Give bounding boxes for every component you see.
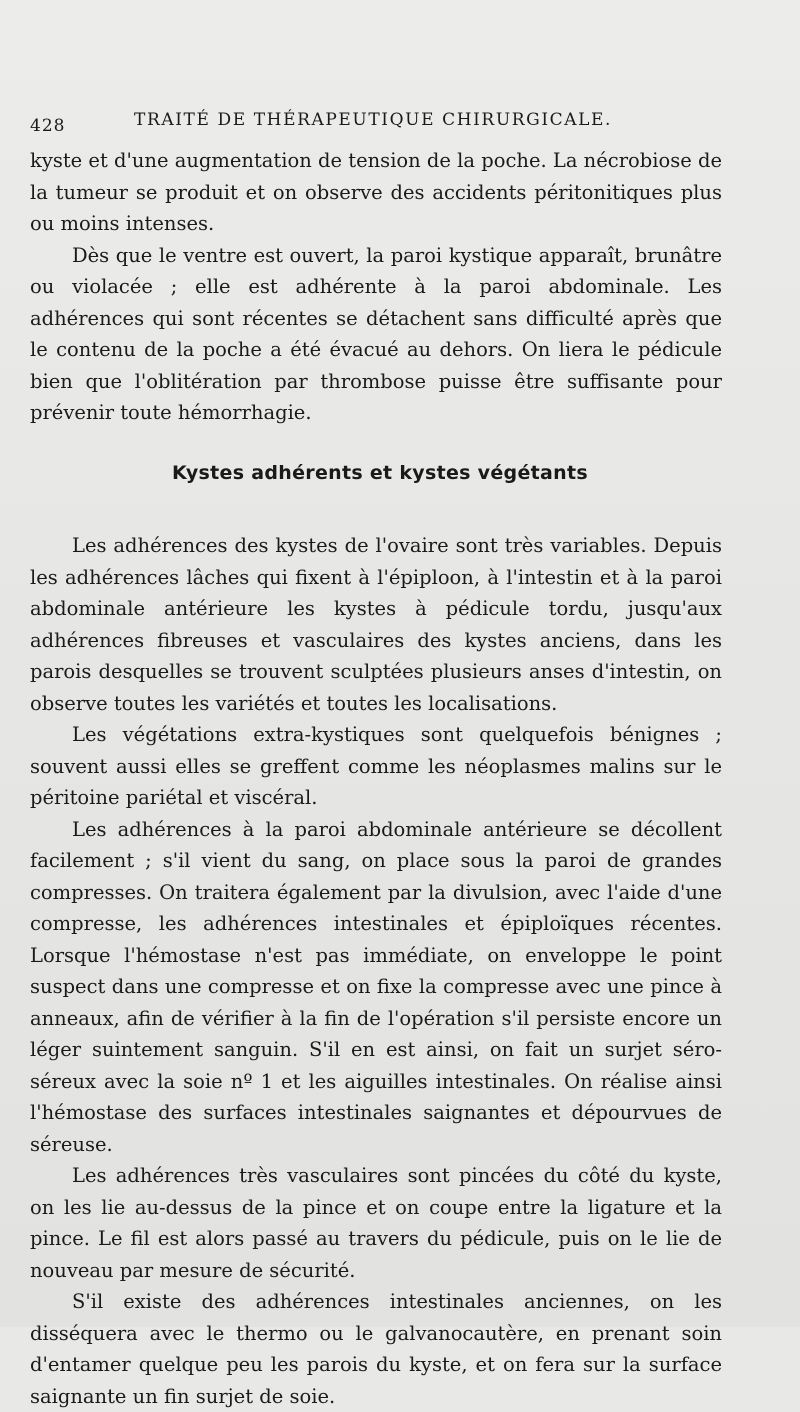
section-paragraph-5: S'il existe des adhérences intestinales anciennes, on les disséquera avec le thermo ou le galvanocautère, en prenant soin d'entamer quelque peu les parois du kyste, et on fera sur la surface saignante un fin surjet de soie. <box>30 1290 722 1408</box>
section-paragraph-1: Les adhérences des kystes de l'ovaire sont très variables. Depuis les adhérences lâches qui fixent à l'épiploon, à l'intestin et à la paroi abdominale antérieure les kystes à pédicule tordu, jusqu'aux adhérences fibreuses et vasculaires des kystes anciens, dans les parois desquelles se trouvent sculptées plusieurs anses d'intestin, on observe toutes les variétés et toutes les localisations. <box>30 534 722 715</box>
section-paragraph-2: Les végétations extra-kystiques sont quelquefois bénignes ; souvent aussi elles se greffent comme les néoplasmes malins sur le péritoine pariétal et viscéral. <box>30 723 722 809</box>
intro-text <box>30 145 722 429</box>
intro-paragraph-1: kyste et d'une augmentation de tension de la poche. La nécrobiose de la tumeur se produit et on observe des accidents péritonitiques plus ou moins intenses. <box>30 149 722 235</box>
running-title: TRAITÉ DE THÉRAPEUTIQUE CHIRURGICALE. <box>134 110 613 130</box>
section-heading: Kystes adhérents et kystes végétants <box>172 462 588 484</box>
section-paragraph-3: Les adhérences à la paroi abdominale antérieure se décollent facilement ; s'il vient du sang, on place sous la paroi de grandes compresses. On traitera également par la divulsion, avec l'aide d'une compresse, les adhérences intestinales et épiploïques récentes. Lorsque l'hémostase n'est pas immédiate, on enveloppe le point suspect dans une compresse et on fixe la compresse avec une pince à anneaux, afin de vérifier à la fin de l'opération s'il persiste encore un léger suintement sanguin. S'il en est ainsi, on fait un surjet séro-séreux avec la soie nº 1 et les aiguilles intestinales. On réalise ainsi l'hémostase des surfaces intestinales saignantes et dépourvues de séreuse. <box>30 817 722 1156</box>
section-text <box>30 530 722 1412</box>
page-number: 428 <box>30 116 66 136</box>
intro-paragraph-2: Dès que le ventre est ouvert, la paroi kystique apparaît, brunâtre ou violacée ; elle est adhérente à la paroi abdominale. Les adhérences qui sont récentes se détachent sans difficulté après que le contenu de la poche a été évacué au dehors. On liera le pédicule bien que l'oblitération par thrombose puisse être suffisante pour prévenir toute hémorrhagie. <box>30 243 722 424</box>
section-paragraph-4: Les adhérences très vasculaires sont pincées du côté du kyste, on les lie au-dessus de la pince et on coupe entre la ligature et la pince. Le fil est alors passé au travers du pédicule, puis on le lie de nouveau par mesure de sécurité. <box>30 1164 722 1282</box>
running-header <box>30 110 750 140</box>
